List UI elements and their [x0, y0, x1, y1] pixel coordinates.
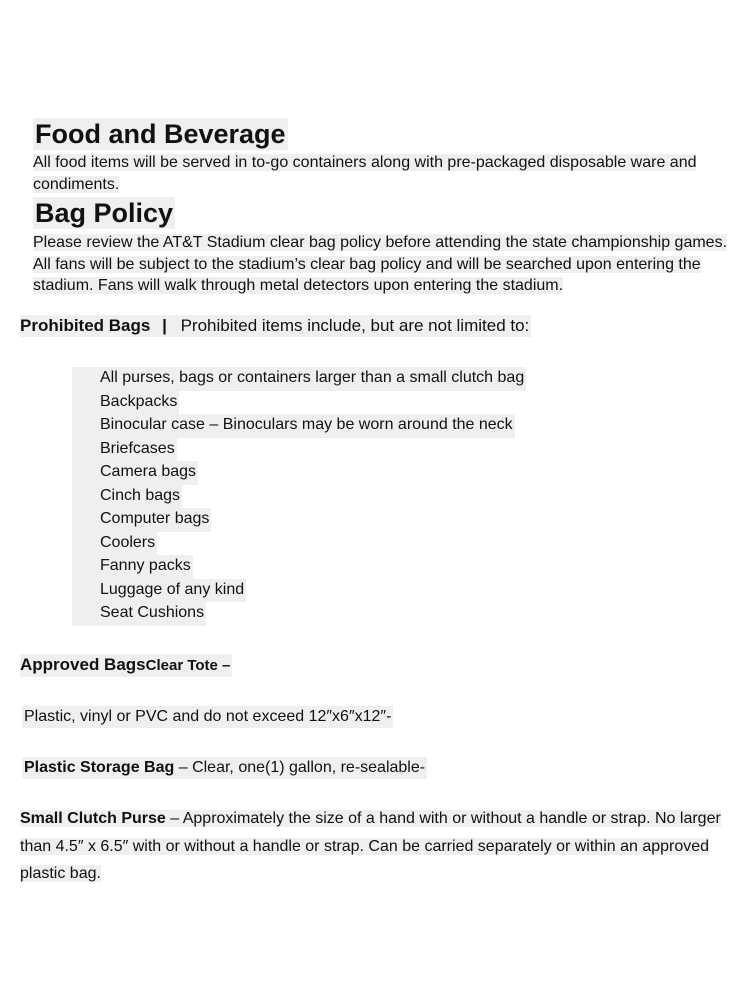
list-item: Coolers — [72, 532, 157, 556]
bag-policy-heading: Bag Policy — [35, 198, 174, 228]
approved-label: Approved Bags — [20, 655, 146, 674]
list-item: Computer bags — [72, 508, 211, 532]
list-item: Camera bags — [72, 461, 198, 485]
approved-row — [20, 654, 232, 677]
bag-policy-text-content: Please review the AT&T Stadium clear bag policy before attending the state championship games. All fans will be subject to the stadium’s clear bag policy and will be searched upon entering the stadium. Fans will walk through metal detectors upon entering the stadium. — [33, 234, 728, 294]
storage-bag-text: – Clear, one(1) gallon, re-sealable- — [174, 759, 426, 776]
bag-policy-text — [33, 232, 733, 297]
clutch-purse-paragraph — [20, 805, 742, 888]
food-text-content: All food items will be served in to-go containers along with pre-packaged disposable ware and condiments. — [33, 154, 697, 193]
prohibited-intro: Prohibited items include, but are not limited to: — [180, 316, 530, 335]
list-item: Seat Cushions — [72, 602, 206, 626]
clear-tote-text: Plastic, vinyl or PVC and do not exceed 12″x6″x12″- — [22, 706, 393, 728]
list-item: All purses, bags or containers larger than a small clutch bag — [72, 367, 526, 391]
list-item: Binocular case – Binoculars may be worn around the neck — [72, 414, 515, 438]
clutch-purse-text: – Approximately the size of a hand with or without a handle or strap. No larger than 4.5″ x 6.5″ with or without a handle or strap. Can be carried separately or within an approved plastic bag. — [20, 810, 721, 882]
prohibited-label: Prohibited Bags — [20, 316, 151, 335]
prohibited-items-list — [72, 367, 526, 626]
list-item: Backpacks — [72, 391, 179, 415]
prohibited-separator: | — [162, 316, 167, 335]
list-item: Cinch bags — [72, 485, 182, 509]
food-text — [33, 152, 733, 195]
list-item: Briefcases — [72, 438, 177, 462]
list-item: Luggage of any kind — [72, 579, 246, 603]
storage-bag-label: Plastic Storage Bag — [24, 759, 175, 776]
list-item: Fanny packs — [72, 555, 193, 579]
storage-bag-row — [22, 757, 427, 779]
clutch-purse-label: Small Clutch Purse — [20, 810, 166, 827]
clear-tote-label: Clear Tote – — [145, 657, 231, 674]
prohibited-row — [20, 315, 531, 337]
food-heading: Food and Beverage — [35, 119, 286, 149]
